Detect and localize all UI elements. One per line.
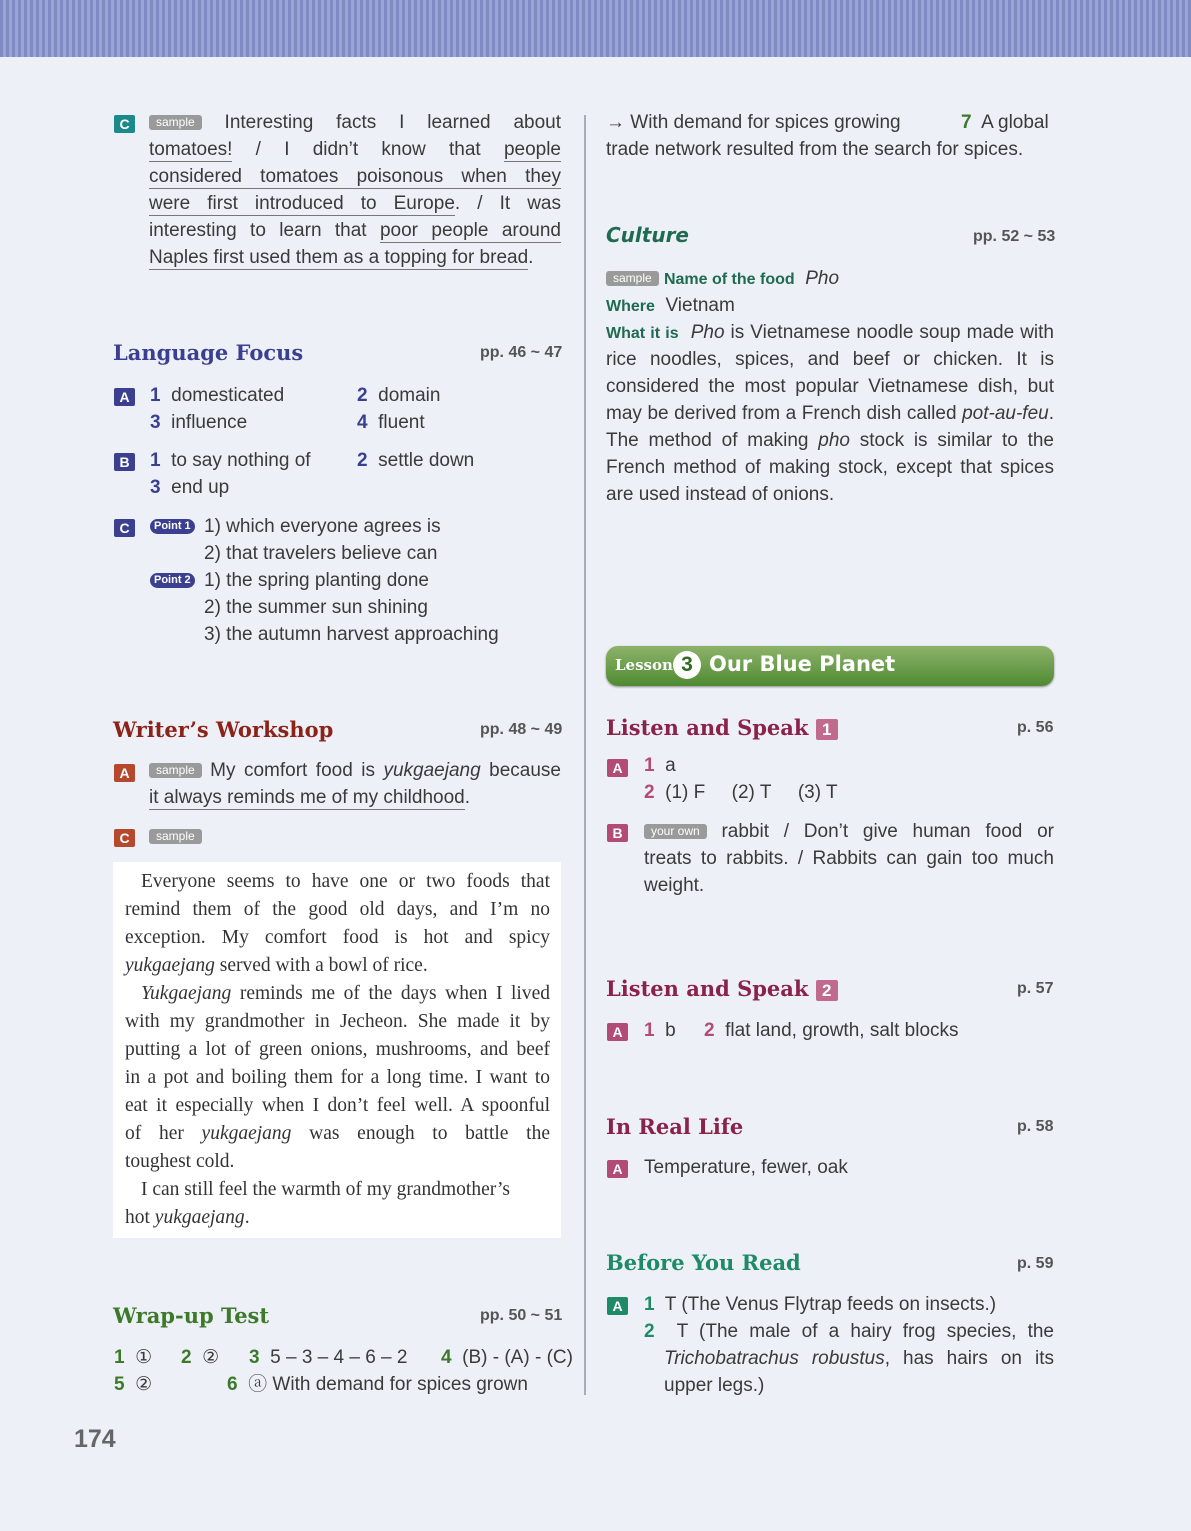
item-number: 1 bbox=[150, 450, 161, 471]
page-number: 174 bbox=[74, 1425, 116, 1453]
text-span: may be derived from a French dish called bbox=[606, 403, 963, 424]
text-line bbox=[149, 823, 202, 850]
answer-item bbox=[150, 474, 229, 501]
section-number-badge: 1 bbox=[816, 719, 838, 740]
text-span: stock is similar to the bbox=[849, 430, 1054, 451]
essay-line bbox=[125, 1204, 550, 1232]
column-divider bbox=[584, 115, 586, 1395]
text-line bbox=[606, 265, 839, 293]
answer-item bbox=[150, 447, 311, 474]
italic-text: Yukgaejang bbox=[141, 983, 232, 1004]
field-label: Name of the food bbox=[663, 271, 795, 288]
answer-text: fluent bbox=[378, 412, 425, 433]
italic-text: yukgaejang bbox=[383, 760, 481, 781]
section-letter-badge: C bbox=[114, 115, 135, 133]
answer-text: 3) the autumn harvest approaching bbox=[204, 624, 499, 645]
page-ref: p. 57 bbox=[1017, 980, 1054, 997]
answer-text: (1) F bbox=[665, 782, 706, 803]
answer-text: (2) T bbox=[731, 782, 772, 803]
item-number: 2 bbox=[644, 782, 655, 803]
answer-text: ⓐ With demand for spices grown bbox=[248, 1374, 528, 1395]
text-span: interesting to learn that bbox=[149, 220, 380, 241]
answer-item bbox=[357, 447, 474, 474]
text-span: was enough to battle the bbox=[291, 1123, 550, 1144]
item-number: 4 bbox=[441, 1347, 452, 1368]
item-number: 3 bbox=[249, 1347, 260, 1368]
essay-box bbox=[113, 862, 561, 1238]
answer-text: ① bbox=[135, 1347, 153, 1368]
answer-item bbox=[644, 1291, 996, 1318]
answer-item bbox=[644, 779, 838, 806]
point-2-tag: Point 2 bbox=[150, 573, 195, 588]
lesson-number: 3 bbox=[673, 651, 701, 679]
underlined-text: considered tomatoes poisonous when they bbox=[149, 166, 561, 187]
text-line bbox=[149, 163, 561, 190]
section-number-badge: 2 bbox=[816, 980, 838, 1001]
underlined-text: it always reminds me of my childhood bbox=[149, 787, 465, 808]
answer-item bbox=[441, 1344, 573, 1371]
section-title bbox=[606, 976, 838, 1001]
answer-text: settle down bbox=[378, 450, 475, 471]
italic-text: yukgaejang bbox=[154, 1207, 245, 1228]
text-line: considered the most popular Vietnamese dish, but bbox=[606, 376, 1054, 397]
answer-text: 2) the summer sun shining bbox=[204, 597, 428, 618]
header-band bbox=[0, 0, 1191, 57]
answer-text: end up bbox=[171, 477, 230, 498]
essay-line: eat it especially when I don’t feel well. A spoonful bbox=[125, 1095, 550, 1116]
item-number: 3 bbox=[150, 412, 161, 433]
answer-item bbox=[114, 1371, 152, 1398]
text-span: . bbox=[464, 787, 471, 808]
section-letter-badge: A bbox=[607, 1297, 628, 1315]
answer-text: T (The male of a hairy frog species, the bbox=[676, 1321, 1054, 1342]
essay-line: with my grandmother in Jecheon. She made it by bbox=[125, 1011, 550, 1032]
item-number: 3 bbox=[150, 477, 161, 498]
section-title: Culture bbox=[606, 223, 689, 247]
answer-text: 1) the spring planting done bbox=[204, 570, 429, 591]
underlined-text: Naples first used them as a topping for bread bbox=[149, 247, 529, 268]
item-number: 1 bbox=[644, 1020, 655, 1041]
answer-text: 1) which everyone agrees is bbox=[204, 516, 441, 537]
answer-text: (3) T bbox=[797, 782, 838, 803]
essay-line bbox=[125, 1120, 550, 1148]
lesson-banner bbox=[606, 646, 1054, 686]
text-span: rabbit / Don’t give human food or bbox=[721, 821, 1054, 842]
answer-text: ② bbox=[202, 1347, 220, 1368]
field-label: Where bbox=[606, 298, 655, 315]
section-letter-badge: A bbox=[607, 1160, 628, 1178]
text-span: . / It was bbox=[454, 193, 561, 214]
text-line bbox=[606, 292, 735, 320]
answer-item bbox=[227, 1371, 528, 1398]
item-number: 2 bbox=[181, 1347, 192, 1368]
essay-line: remind them of the good old days, and I’m no bbox=[125, 899, 550, 920]
text-line bbox=[149, 217, 561, 244]
section-title: Before You Read bbox=[606, 1250, 801, 1275]
essay-line: putting a lot of green onions, mushrooms, and beef bbox=[125, 1039, 550, 1060]
text-span: , has hairs on its bbox=[884, 1348, 1054, 1369]
answer-text: b bbox=[665, 1020, 676, 1041]
answer-text: ② bbox=[135, 1374, 153, 1395]
title-text: Listen and Speak bbox=[606, 976, 809, 1001]
italic-text: Trichobatrachus robustus bbox=[664, 1348, 885, 1369]
answer-item bbox=[644, 1318, 1054, 1345]
underlined-text: poor people around bbox=[379, 220, 561, 241]
text-span: because bbox=[480, 760, 561, 781]
page-ref: pp. 52 ~ 53 bbox=[973, 228, 1056, 245]
page-ref: p. 56 bbox=[1017, 719, 1054, 736]
essay-line bbox=[125, 980, 550, 1008]
item-number: 2 bbox=[357, 385, 368, 406]
italic-text: pot-au-feu bbox=[962, 403, 1049, 424]
italic-text: yukgaejang bbox=[201, 1123, 292, 1144]
sample-tag: sample bbox=[149, 829, 202, 844]
answer-item bbox=[181, 1344, 219, 1371]
item-number: 1 bbox=[644, 1294, 655, 1315]
section-title: Writer’s Workshop bbox=[113, 717, 334, 742]
section-letter-badge: C bbox=[114, 519, 135, 537]
text-line: → With demand for spices growing bbox=[606, 112, 901, 133]
italic-text: Pho bbox=[690, 322, 725, 343]
essay-line: Everyone seems to have one or two foods that bbox=[141, 871, 550, 892]
sample-tag: sample bbox=[149, 763, 202, 778]
item-number: 7 bbox=[961, 112, 972, 133]
answer-text: T (The Venus Flytrap feeds on insects.) bbox=[664, 1294, 997, 1315]
answer-text: influence bbox=[171, 412, 248, 433]
item-number: 4 bbox=[357, 412, 368, 433]
essay-line bbox=[125, 952, 550, 980]
section-letter-badge: A bbox=[607, 1023, 628, 1041]
answer-text: (B) - (A) - (C) bbox=[462, 1347, 573, 1368]
text-line bbox=[606, 400, 1054, 427]
answer-item bbox=[249, 1344, 407, 1371]
text-span: Interesting facts I learned about bbox=[224, 112, 562, 133]
section-letter-badge: B bbox=[607, 824, 628, 842]
answer-text: domain bbox=[378, 385, 441, 406]
section-letter-badge: A bbox=[114, 764, 135, 782]
sample-tag: sample bbox=[149, 115, 202, 130]
text-span: . bbox=[1048, 403, 1054, 424]
text-line bbox=[149, 757, 561, 784]
item-number: 2 bbox=[357, 450, 368, 471]
text-span: The method of making bbox=[606, 430, 819, 451]
text-line: rice noodles, spices, and beef or chicken. It is bbox=[606, 349, 1054, 370]
text-span: of her bbox=[125, 1123, 202, 1144]
field-value: Pho bbox=[805, 268, 840, 289]
text-span: hot bbox=[125, 1207, 155, 1228]
lesson-label: Lesson bbox=[615, 656, 673, 674]
text-line bbox=[664, 1345, 1054, 1372]
essay-line: in a pot and boiling them for a long time. I want to bbox=[125, 1067, 550, 1088]
text-line: weight. bbox=[644, 875, 705, 896]
text-span: . bbox=[244, 1207, 250, 1228]
field-value: Vietnam bbox=[665, 295, 735, 316]
answer-item bbox=[150, 382, 284, 409]
text-line: treats to rabbits. / Rabbits can gain too much bbox=[644, 848, 1054, 869]
text-line bbox=[606, 319, 1054, 347]
point-1-tag: Point 1 bbox=[150, 519, 195, 534]
text-line bbox=[149, 784, 470, 811]
page-ref: pp. 50 ~ 51 bbox=[480, 1307, 563, 1324]
underlined-text: people bbox=[503, 139, 561, 160]
answer-item bbox=[357, 409, 425, 436]
answer-text: flat land, growth, salt blocks bbox=[725, 1020, 959, 1041]
sample-tag: sample bbox=[606, 271, 659, 286]
page-ref: p. 58 bbox=[1017, 1118, 1054, 1135]
section-letter-badge: B bbox=[114, 453, 135, 471]
field-label: What it is bbox=[606, 325, 679, 342]
section-letter-badge: A bbox=[607, 759, 628, 777]
answer-item bbox=[644, 752, 676, 779]
text-span: / I didn’t know that bbox=[232, 139, 504, 160]
item-number: 2 bbox=[704, 1020, 715, 1041]
answer-text: 5 – 3 – 4 – 6 – 2 bbox=[270, 1347, 408, 1368]
text-line: French method of making stock, except that spices bbox=[606, 457, 1054, 478]
text-line bbox=[644, 818, 1054, 845]
your-own-tag: your own bbox=[644, 824, 707, 839]
answer-text: 2) that travelers believe can bbox=[204, 543, 438, 564]
item-number: 1 bbox=[114, 1347, 125, 1368]
answer-text: a bbox=[665, 755, 676, 776]
answer-item bbox=[644, 1017, 676, 1044]
italic-text: pho bbox=[818, 430, 850, 451]
answer-text: A global bbox=[981, 112, 1049, 133]
section-title: Language Focus bbox=[113, 340, 304, 365]
text-span: . bbox=[528, 247, 534, 268]
item-number: 1 bbox=[150, 385, 161, 406]
answer-text: domesticated bbox=[171, 385, 285, 406]
essay-line: toughest cold. bbox=[125, 1151, 235, 1172]
answer-item bbox=[357, 382, 440, 409]
essay-line: I can still feel the warmth of my grandmother’s bbox=[141, 1179, 510, 1200]
text-span: is Vietnamese noodle soup made with bbox=[724, 322, 1055, 343]
item-number: 5 bbox=[114, 1374, 125, 1395]
text-span: served with a bowl of rice. bbox=[214, 955, 428, 976]
text-line bbox=[149, 136, 561, 163]
section-letter-badge: A bbox=[114, 388, 135, 406]
text-line bbox=[149, 244, 533, 271]
lesson-title: Our Blue Planet bbox=[709, 652, 896, 676]
page-ref: pp. 48 ~ 49 bbox=[480, 721, 563, 738]
answer-text: Temperature, fewer, oak bbox=[644, 1157, 848, 1178]
underlined-text: tomatoes! bbox=[149, 139, 233, 160]
answer-item bbox=[704, 1017, 959, 1044]
italic-text: yukgaejang bbox=[125, 955, 215, 976]
text-line: upper legs.) bbox=[664, 1375, 765, 1396]
answer-item bbox=[114, 1344, 152, 1371]
underlined-text: were first introduced to Europe bbox=[149, 193, 455, 214]
text-line bbox=[149, 109, 561, 136]
answer-text: to say nothing of bbox=[171, 450, 311, 471]
item-number: 2 bbox=[644, 1321, 655, 1342]
item-number: 6 bbox=[227, 1374, 238, 1395]
text-line bbox=[149, 190, 561, 217]
text-line bbox=[606, 427, 1054, 454]
section-title: Wrap-up Test bbox=[113, 1303, 270, 1328]
text-span: reminds me of the days when I lived bbox=[231, 983, 550, 1004]
page-ref: p. 59 bbox=[1017, 1255, 1054, 1272]
essay-line: exception. My comfort food is hot and spicy bbox=[125, 927, 550, 948]
section-letter-badge: C bbox=[114, 829, 135, 847]
page-ref: pp. 46 ~ 47 bbox=[480, 344, 563, 361]
section-title: In Real Life bbox=[606, 1114, 744, 1139]
title-text: Listen and Speak bbox=[606, 715, 809, 740]
text-line: trade network resulted from the search for spices. bbox=[606, 139, 1024, 160]
section-title bbox=[606, 715, 838, 740]
answer-item bbox=[961, 109, 1049, 136]
item-number: 1 bbox=[644, 755, 655, 776]
text-span: My comfort food is bbox=[210, 760, 384, 781]
answer-item bbox=[150, 409, 247, 436]
text-line: are used instead of onions. bbox=[606, 484, 835, 505]
